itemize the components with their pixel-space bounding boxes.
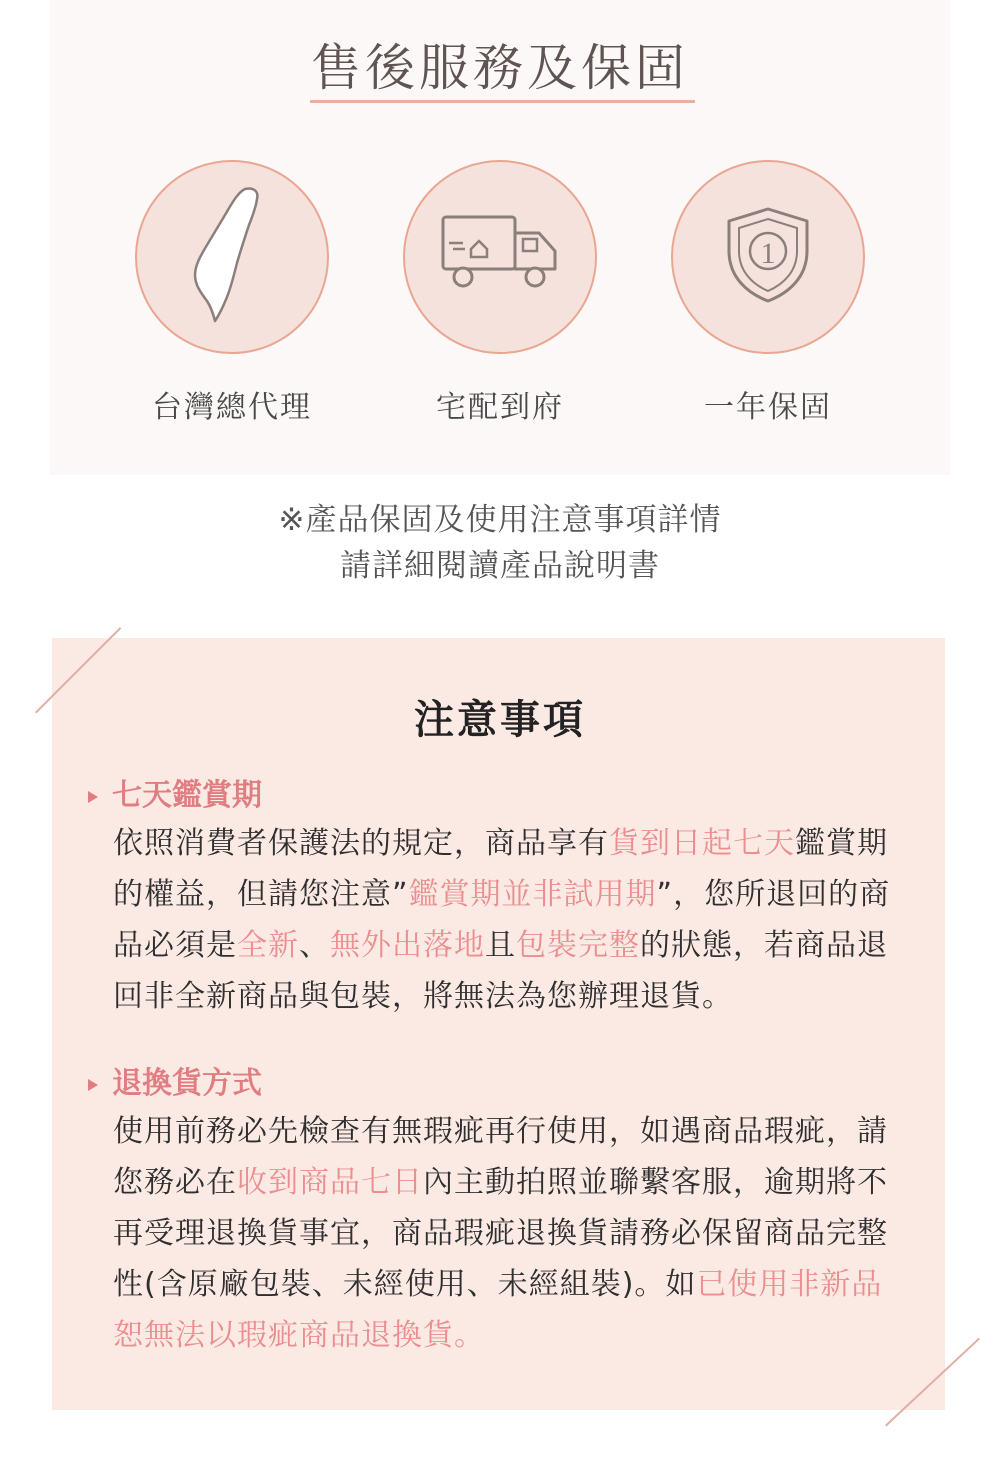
section-heading-text: 七天鑑賞期 — [112, 778, 262, 813]
section-heading-text: 退換貨方式 — [112, 1066, 262, 1101]
section-body-appreciation — [113, 818, 903, 1022]
highlight-text: 鑑賞期並非試用期 — [408, 877, 657, 912]
section-body-return — [113, 1106, 903, 1361]
feature-circle — [403, 160, 597, 354]
feature-warranty — [668, 160, 868, 426]
triangle-bullet-icon — [88, 1079, 98, 1091]
title-underline — [310, 100, 695, 103]
delivery-truck-icon — [435, 205, 565, 309]
note-line-1: ※產品保固及使用注意事項詳情 — [278, 502, 722, 538]
triangle-bullet-icon — [88, 791, 98, 803]
body-text: 的狀態，若商品退回非全新商品與包裝，將無法為您辦理退貨。 — [113, 928, 888, 1014]
page-title: 售後服務及保固 — [311, 39, 689, 97]
warranty-shield-icon — [723, 205, 813, 309]
svg-text:1: 1 — [760, 237, 776, 270]
body-text: 且 — [485, 928, 516, 963]
section-heading-return — [88, 1058, 262, 1102]
feature-label: 台灣總代理 — [152, 390, 312, 425]
body-text: 依照消費者保護法的規定，商品享有 — [113, 826, 609, 861]
body-text: 內主動拍照並聯繫客服，逾期將不再受理退換貨事宜，商品瑕疵退換貨請務必保留商品完整性(含原廠包裝、未經使用、未經組裝)。如 — [113, 1165, 888, 1302]
feature-delivery — [400, 160, 600, 426]
feature-label: 一年保固 — [704, 390, 832, 425]
body-text: 鑑賞期的權益，但請您注意” — [113, 826, 888, 912]
body-text: 使用前務必先檢查有無瑕疵再行使用，如遇商品瑕疵，請您務必在 — [113, 1114, 888, 1200]
highlight-text: 包裝完整 — [516, 928, 640, 963]
highlight-text: 全新 — [237, 928, 299, 963]
feature-circle — [671, 160, 865, 354]
taiwan-map-icon — [187, 185, 277, 329]
note-line-2: 請詳細閱讀產品說明書 — [340, 548, 660, 584]
feature-label: 宅配到府 — [436, 390, 564, 425]
highlight-text: 收到商品七日 — [237, 1165, 423, 1200]
highlight-text: 貨到日起七天 — [609, 826, 795, 861]
notice-title: 注意事項 — [414, 697, 586, 743]
highlight-text: 無外出落地 — [330, 928, 485, 963]
highlight-text: 已使用非新品恕無法以瑕疵商品退換貨。 — [113, 1267, 883, 1353]
body-text: 、 — [299, 928, 330, 963]
feature-agent — [132, 160, 332, 426]
feature-circle — [135, 160, 329, 354]
section-heading-appreciation — [88, 770, 262, 814]
body-text: ”，您所退回的商品必須是 — [113, 877, 891, 963]
